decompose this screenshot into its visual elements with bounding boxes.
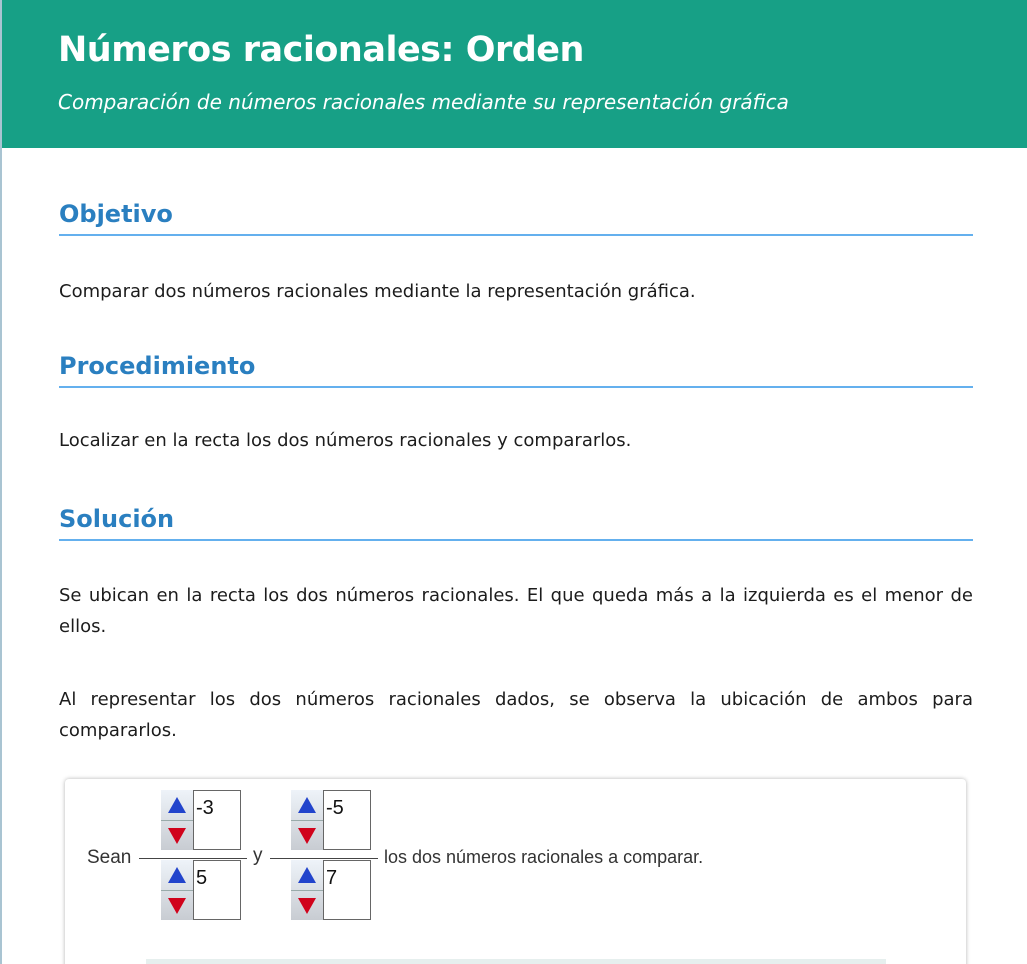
numerator2-input[interactable]: -5: [323, 790, 371, 850]
increment-arrow-icon[interactable]: [161, 790, 193, 820]
increment-arrow-icon[interactable]: [291, 860, 323, 890]
number-line-area: [146, 959, 886, 964]
section-solucion: [59, 505, 973, 541]
paragraph: Se ubican en la recta los dos números racionales. El que queda más a la izquierda es el menor de ellos.: [59, 585, 973, 637]
sean-label: Sean: [87, 847, 132, 868]
page-title: Números racionales: Orden: [58, 30, 584, 70]
section-heading: Objetivo: [59, 200, 973, 236]
section-procedimiento: [59, 352, 973, 388]
denominator1-input[interactable]: 5: [193, 860, 241, 920]
y-label: y: [253, 845, 263, 866]
paragraph: Comparar dos números racionales mediante la representación gráfica.: [59, 281, 696, 302]
fraction-applet: [65, 779, 966, 964]
section-heading: Solución: [59, 505, 973, 541]
decrement-arrow-icon[interactable]: [161, 890, 193, 920]
paragraph: Localizar en la recta los dos números racionales y compararlos.: [59, 430, 632, 451]
paragraph: Al representar los dos números racionales dados, se observa la ubicación de ambos para compararlos.: [59, 689, 973, 741]
page-header: [2, 0, 1027, 148]
denominator2-input[interactable]: 7: [323, 860, 371, 920]
page-subtitle: Comparación de números racionales mediante su representación gráfica: [58, 90, 789, 114]
numerator1-stepper[interactable]: [161, 790, 241, 850]
section-objetivo: [59, 200, 973, 236]
numerator2-stepper[interactable]: [291, 790, 371, 850]
applet-description: los dos números racionales a comparar.: [384, 847, 704, 867]
increment-arrow-icon[interactable]: [161, 860, 193, 890]
increment-arrow-icon[interactable]: [291, 790, 323, 820]
fraction-bar: [270, 858, 378, 859]
decrement-arrow-icon[interactable]: [161, 820, 193, 850]
decrement-arrow-icon[interactable]: [291, 820, 323, 850]
fraction-bar: [139, 858, 247, 859]
denominator2-stepper[interactable]: [291, 860, 371, 920]
decrement-arrow-icon[interactable]: [291, 890, 323, 920]
section-heading: Procedimiento: [59, 352, 973, 388]
numerator1-input[interactable]: -3: [193, 790, 241, 850]
denominator1-stepper[interactable]: [161, 860, 241, 920]
